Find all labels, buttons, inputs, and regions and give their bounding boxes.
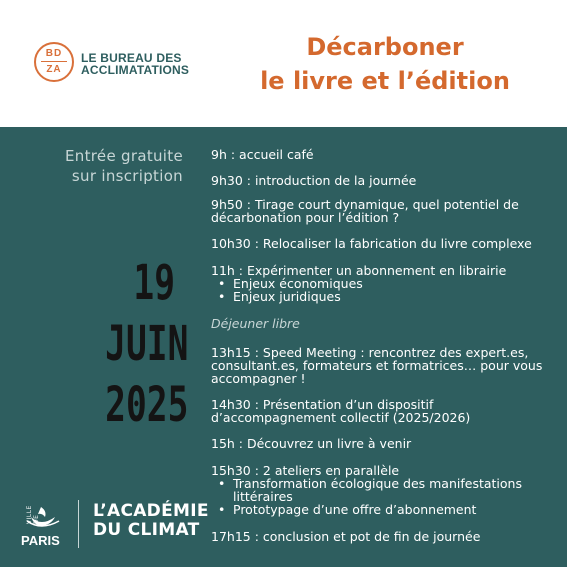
program-text: consultant.es, formateurs et formatrices… pour vous <box>211 358 543 373</box>
program-text: 11h : Expérimenter un abonnement en librairie <box>211 263 507 278</box>
program-text: 17h15 : conclusion et pot de fin de journée <box>211 529 481 544</box>
program-bullet: • Enjeux économiques <box>211 277 556 290</box>
header-band <box>0 0 567 127</box>
academie-logo <box>93 502 209 540</box>
program-item <box>211 530 556 543</box>
org-name-line: ACCLIMATATIONS <box>81 63 190 77</box>
program-item <box>211 174 556 187</box>
date-year: 2025 <box>105 377 189 433</box>
program-bullet-continued: littéraires <box>233 489 293 504</box>
program-text: 15h30 : 2 ateliers en parallèle <box>211 463 400 478</box>
program-text: 15h : Découvrez un livre à venir <box>211 436 412 451</box>
program-text: accompagner ! <box>211 371 306 386</box>
program-item <box>211 264 556 303</box>
logo-letters-top: BD <box>45 48 63 59</box>
program-bullet: • Transformation écologique des manifestations <box>211 477 556 490</box>
academie-line: DU CLIMAT <box>93 520 200 540</box>
program-text: Déjeuner libre <box>211 316 300 331</box>
program-item <box>211 464 556 516</box>
program-item <box>211 237 556 250</box>
program-item <box>211 346 556 385</box>
program-text: décarbonation pour l’édition ? <box>211 210 400 225</box>
program-text: 13h15 : Speed Meeting : rencontrez des expert.es, <box>211 345 529 360</box>
entry-line: Entrée gratuite <box>65 147 183 165</box>
program-text: 9h50 : Tirage court dynamique, quel potentiel de <box>211 197 519 212</box>
academie-line: L’ACADÉMIE <box>93 501 209 521</box>
paris-small-text: VILLE DE <box>26 505 40 524</box>
org-name <box>81 52 189 76</box>
program-text: 10h30 : Relocaliser la fabrication du livre complexe <box>211 236 532 251</box>
program-bullet: • Enjeux juridiques <box>211 290 556 303</box>
page-title <box>230 30 540 98</box>
org-name-line: LE BUREAU DES <box>81 51 182 65</box>
footer-divider <box>78 500 79 548</box>
program-bullet: • Prototypage d’une offre d’abonnement <box>211 503 556 516</box>
event-date <box>105 253 189 436</box>
bdza-logo <box>34 42 74 82</box>
logo-letters-bottom: ZA <box>46 64 62 75</box>
date-day: 19 <box>133 255 175 311</box>
logo-divider <box>41 61 67 62</box>
program-item <box>211 437 556 450</box>
entry-note <box>40 146 183 186</box>
title-line: Décarboner <box>306 33 464 61</box>
program-text: d’accompagnement collectif (2025/2026) <box>211 410 471 425</box>
paris-name: PARIS <box>21 533 60 548</box>
entry-line: sur inscription <box>71 167 183 185</box>
program-text: 9h : accueil café <box>211 147 314 162</box>
title-line: le livre et l’édition <box>260 67 510 95</box>
program-item <box>211 398 556 424</box>
program-item <box>211 148 556 161</box>
program-text: 9h30 : introduction de la journée <box>211 173 417 188</box>
date-month: JUIN <box>105 316 189 372</box>
program-text: 14h30 : Présentation d’un dispositif <box>211 397 434 412</box>
program-item-lunch <box>211 317 556 330</box>
program-item <box>211 198 556 224</box>
